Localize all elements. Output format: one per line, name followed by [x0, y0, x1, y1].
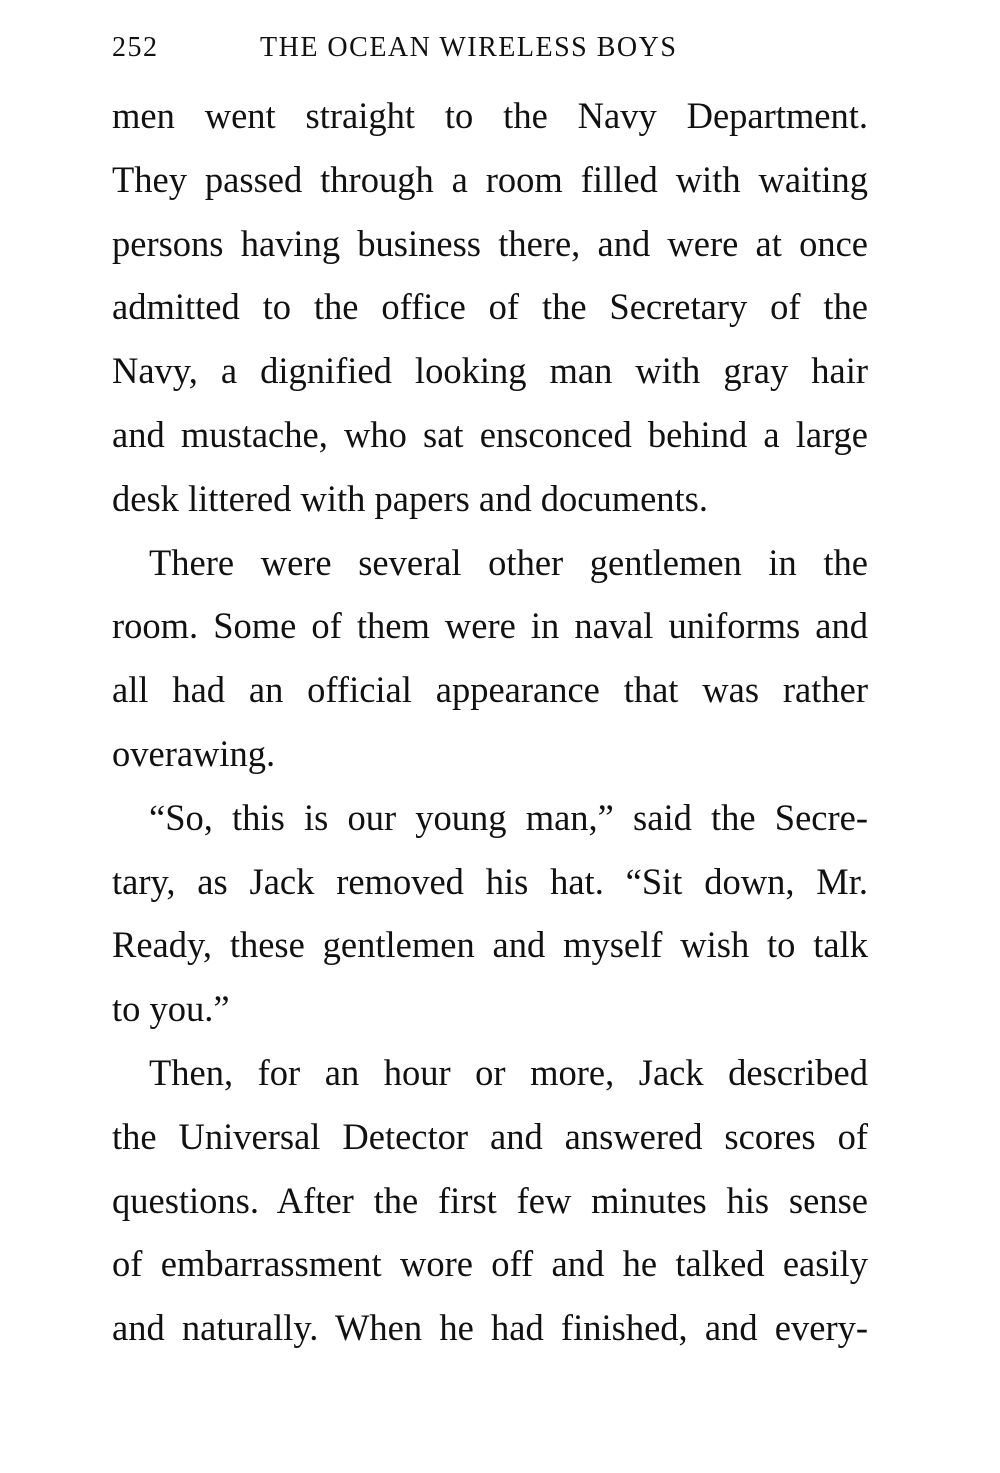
- text-line: and mustache, who sat ensconced behind a large: [112, 413, 868, 455]
- text-line: “So, this is our young man,” said the Secre-: [149, 796, 868, 838]
- text-line: to you.”: [112, 988, 230, 1030]
- text-line: persons having business there, and were at once: [112, 222, 868, 264]
- text-line: the Universal Detector and answered scores of: [112, 1115, 868, 1157]
- text-line: men went straight to the Navy Department.: [112, 95, 868, 136]
- text-line: desk littered with papers and documents.: [112, 477, 709, 519]
- text-line: admitted to the office of the Secretary of the: [112, 286, 868, 328]
- page-number: 252: [112, 32, 159, 63]
- page-body: [112, 84, 868, 1360]
- page-header: [112, 32, 872, 72]
- text-line: tary, as Jack removed his hat. “Sit down, Mr.: [112, 860, 868, 902]
- running-title: THE OCEAN WIRELESS BOYS: [260, 32, 678, 63]
- text-line: There were several other gentlemen in the: [149, 541, 868, 583]
- text-line: all had an official appearance that was rather: [112, 669, 868, 711]
- text-line: They passed through a room filled with waiting: [112, 158, 868, 200]
- text-line: Ready, these gentlemen and myself wish to talk: [112, 924, 868, 966]
- text-line: and naturally. When he had finished, and every-: [112, 1307, 868, 1349]
- text-line: room. Some of them were in naval uniforms and: [112, 605, 868, 647]
- text-line: Navy, a dignified looking man with gray hair: [112, 350, 868, 392]
- text-line: Then, for an hour or more, Jack described: [149, 1051, 868, 1093]
- text-line: questions. After the first few minutes his sense: [112, 1179, 868, 1221]
- text-line: overawing.: [112, 732, 276, 774]
- text-line: of embarrassment wore off and he talked easily: [112, 1243, 868, 1285]
